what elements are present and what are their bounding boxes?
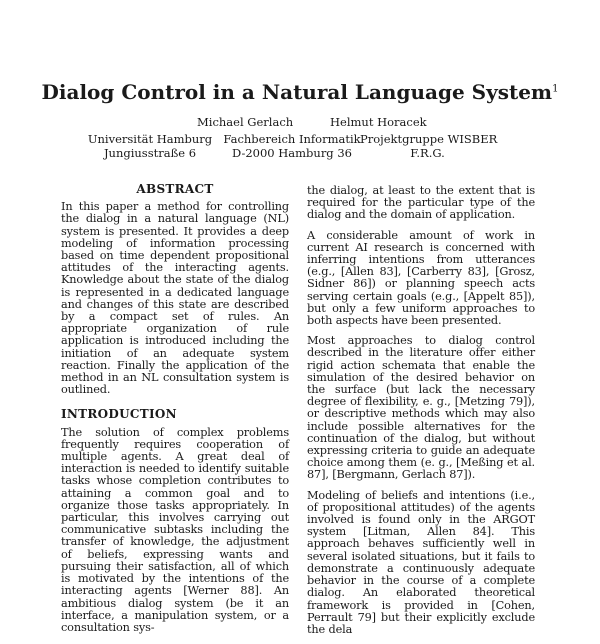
left-column [61, 183, 289, 642]
abstract-paragraph: In this paper a method for controlling the dialog in a natural language (NL) system is presented. It provides a deep modeling of information processing based on time dependent propositional attitudes of the interacting agents. Knowledge about the state of the dialog is represented in a dedicated language and changes of this state are described by a compact set of rules. An appropriate organization of rule application is introduced including the initiation of an adequate system reaction. Finally the application of the method in an NL consultation system is outlined. [61, 200, 289, 397]
author-name: Michael Gerlach [197, 115, 294, 129]
introduction-heading: INTRODUCTION [61, 407, 177, 422]
paper-title-text: Dialog Control in a Natural Language System [41, 80, 553, 104]
title-footnote-mark: 1 [552, 83, 559, 95]
right-column [307, 185, 535, 644]
affiliation-column [85, 132, 215, 160]
body-paragraph: Modeling of beliefs and intentions (i.e., of propositional attitudes) of the agents involved is found only in the ARGOT system [Litman, Allen 84]. This approach behaves sufficiently well in several isolated situations, but it fails to demonstrate a continuously adequate behavior in the course of a complete dialog. An elaborated theoretical framework is provided in [Cohen, Perrault 79] but their explicitly exclude the dela [307, 488, 535, 636]
affiliation-line: Fachbereich Informatik [223, 132, 361, 146]
affiliation-column [360, 132, 498, 160]
affiliation-column [223, 132, 361, 160]
affiliation-line: Universität Hamburg [87, 132, 213, 146]
body-paragraph: the dialog, at least to the extent that is required for the particular type of the dialog and the domain of application. [307, 184, 535, 222]
author-name: Helmut Horacek [330, 115, 427, 129]
affiliation-line: Jungiusstraße 6 [103, 146, 197, 160]
body-paragraph: Most approaches to dialog control described in the literature offer either rigid action schemata that enable the simulation of the desired behavior on the surface (but lack the necessary degree of flexibility, e. g., [Metzing 79]), or descriptive methods which may also include possible alternatives for the continuation of the dialog, but without expressing criteria to guide an adequate choice among them (e. g., [Meßing et al. 87], [Bergmann, Gerlach 87]). [307, 334, 535, 482]
affiliation-line: F.R.G. [410, 146, 445, 160]
abstract-heading: ABSTRACT [136, 182, 214, 196]
affiliation-line: D-2000 Hamburg 36 [232, 146, 352, 160]
introduction-paragraph: The solution of complex problems frequently requires cooperation of multiple agents. A great deal of interaction is needed to identify suitable tasks whose completion contributes to attaining a common goal and to organize those tasks appropriately. In particular, this involves carrying out communicative subtasks including the transfer of knowledge, the adjustment of beliefs, expressing wants and pursuing their satisfaction, all of which is motivated by the intentions of the interacting agents [Werner 88]. An ambitious dialog system (be it an interface, a manipulation system, or a consultation sys- [61, 425, 289, 634]
paper-title [0, 80, 600, 104]
affiliation-line: Projektgruppe WISBER [360, 132, 498, 146]
body-paragraph: A considerable amount of work in current AI research is concerned with inferring intentions from utterances (e.g., [Allen 83], [Carberry 83], [Grosz, Sidner 86]) or planning speech acts serving certain goals (e.g., [Appelt 85]), but only a few uniform approaches to both aspects have been presented. [307, 228, 535, 328]
